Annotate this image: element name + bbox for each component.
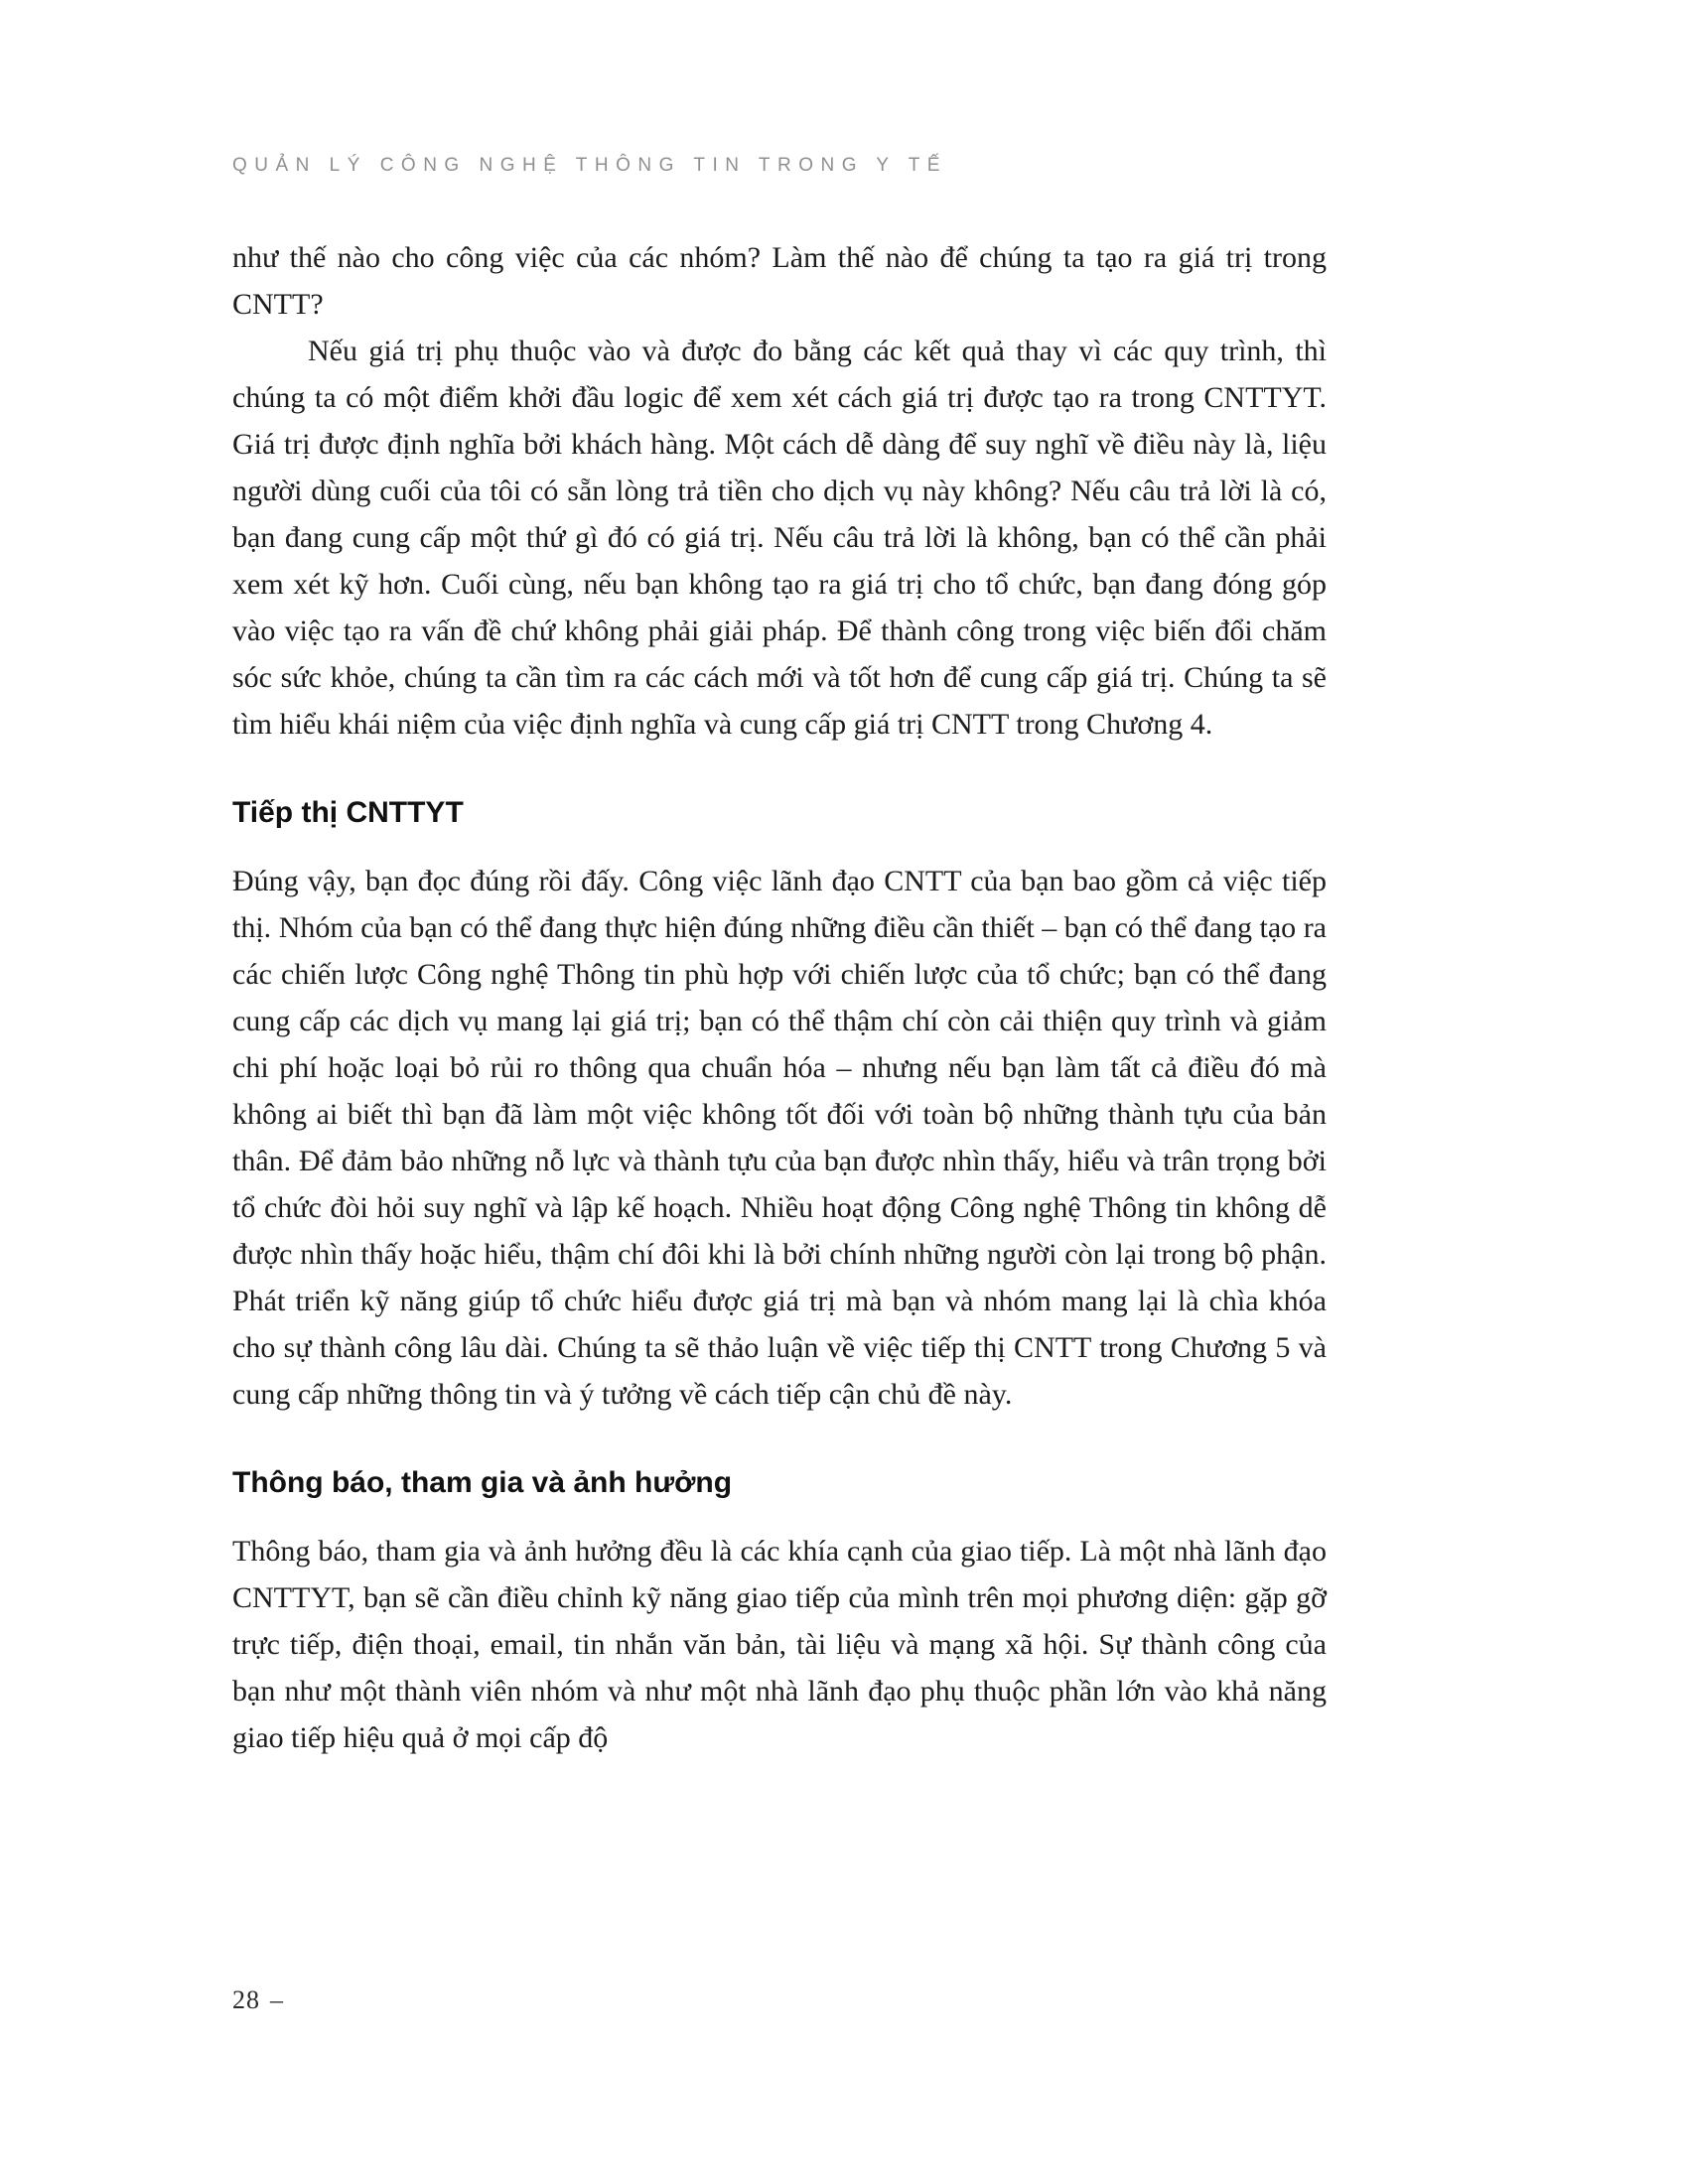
page-number-dash: –	[270, 1985, 284, 2014]
page-footer	[232, 1985, 284, 2015]
section-heading-inform-engage-influence: Thông báo, tham gia và ảnh hưởng	[232, 1466, 733, 1499]
paragraph: Nếu giá trị phụ thuộc vào và được đo bằng các kết quả thay vì các quy trình, thì chúng ta có một điểm khởi đầu logic để xem xét cách giá trị được tạo ra trong CNTTYT. Giá trị được định nghĩa bởi khách hàng. Một cách dễ dàng để suy nghĩ về điều này là, liệu người dùng cuối của tôi có sẵn lòng trả tiền cho dịch vụ này không? Nếu câu trả lời là có, bạn đang cung cấp một thứ gì đó có giá trị. Nếu câu trả lời là không, bạn có thể cần phải xem xét kỹ hơn. Cuối cùng, nếu bạn không tạo ra giá trị cho tổ chức, bạn đang đóng góp vào việc tạo ra vấn đề chứ không phải giải pháp. Để thành công trong việc biến đổi chăm sóc sức khỏe, chúng ta cần tìm ra các cách mới và tốt hơn để cung cấp giá trị. Chúng ta sẽ tìm hiểu khái niệm của việc định nghĩa và cung cấp giá trị CNTT trong Chương 4.	[232, 335, 1327, 741]
page-content	[232, 234, 1327, 1761]
page-number: 28	[232, 1985, 260, 2014]
section-heading-marketing: Tiếp thị CNTTYT	[232, 796, 464, 829]
running-header: QUẢN LÝ CÔNG NGHỆ THÔNG TIN TRONG Y TẾ	[232, 155, 947, 176]
paragraph: Đúng vậy, bạn đọc đúng rồi đấy. Công việc lãnh đạo CNTT của bạn bao gồm cả việc tiếp thị. Nhóm của bạn có thể đang thực hiện đúng những điều cần thiết – bạn có thể đang tạo ra các chiến lược Công nghệ Thông tin phù hợp với chiến lược của tổ chức; bạn có thể đang cung cấp các dịch vụ mang lại giá trị; bạn có thể thậm chí còn cải thiện quy trình và giảm chi phí hoặc loại bỏ rủi ro thông qua chuẩn hóa – nhưng nếu bạn làm tất cả điều đó mà không ai biết thì bạn đã làm một việc không tốt đối với toàn bộ những thành tựu của bản thân. Để đảm bảo những nỗ lực và thành tựu của bạn được nhìn thấy, hiểu và trân trọng bởi tổ chức đòi hỏi suy nghĩ và lập kế hoạch. Nhiều hoạt động Công nghệ Thông tin không dễ được nhìn thấy hoặc hiểu, thậm chí đôi khi là bởi chính những người còn lại trong bộ phận. Phát triển kỹ năng giúp tổ chức hiểu được giá trị mà bạn và nhóm mang lại là chìa khóa cho sự thành công lâu dài. Chúng ta sẽ thảo luận về việc tiếp thị CNTT trong Chương 5 và cung cấp những thông tin và ý tưởng về cách tiếp cận chủ đề này.	[232, 865, 1327, 1411]
paragraph: Thông báo, tham gia và ảnh hưởng đều là các khía cạnh của giao tiếp. Là một nhà lãnh đạo CNTTYT, bạn sẽ cần điều chỉnh kỹ năng giao tiếp của mình trên mọi phương diện: gặp gỡ trực tiếp, điện thoại, email, tin nhắn văn bản, tài liệu và mạng xã hội. Sự thành công của bạn như một thành viên nhóm và như một nhà lãnh đạo phụ thuộc phần lớn vào khả năng giao tiếp hiệu quả ở mọi cấp độ	[232, 1535, 1327, 1754]
paragraph: như thế nào cho công việc của các nhóm? Làm thế nào để chúng ta tạo ra giá trị trong CNTT?	[232, 241, 1327, 321]
